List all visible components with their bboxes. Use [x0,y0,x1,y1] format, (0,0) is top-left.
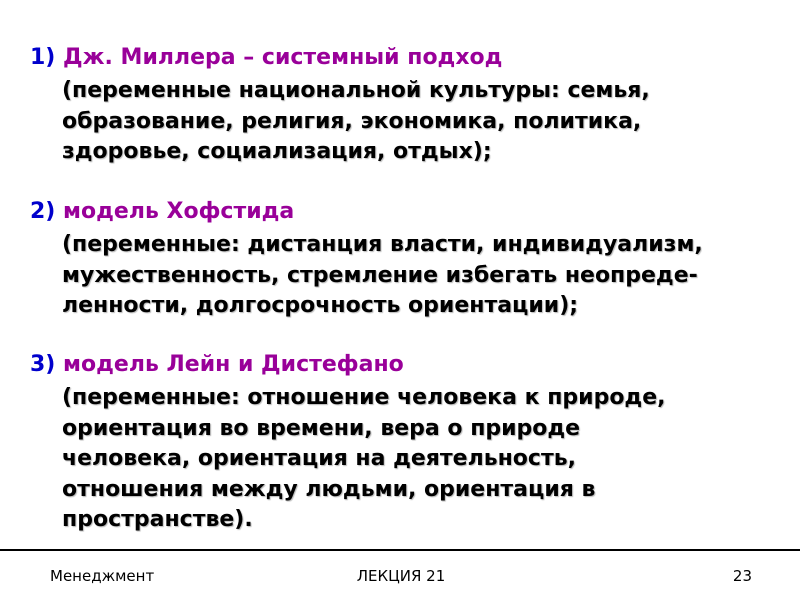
list-item-2 [30,198,790,322]
item-title: модель Хофстида [63,199,295,224]
item-description-line: ориентация во времени, вера о природе [62,415,581,441]
item-description-line: здоровье, социализация, отдых); [62,139,492,164]
item-number: 1) [30,45,56,70]
item-heading [30,351,790,379]
item-title: Дж. Миллера – системный подход [63,45,503,70]
item-description [62,383,790,536]
item-description [62,76,790,168]
item-number: 3) [30,352,56,377]
item-description-line: отношения между людьми, ориентация в [62,476,596,502]
footer-divider [0,549,800,551]
footer-course-name: Менеджмент [50,567,155,585]
item-description-line: (переменные: отношение человека к природе, [62,385,666,410]
item-description-line: образование, религия, экономика, политика, [62,108,642,134]
item-number: 2) [30,199,56,224]
footer-page-number: 23 [732,567,752,585]
item-title: модель Лейн и Дистефано [63,352,404,377]
list-item-3 [30,351,790,536]
item-description-line: пространстве). [62,507,253,532]
item-description-line: ленности, долгосрочность ориентации); [62,293,579,318]
list-item-1 [30,44,790,168]
item-description-line: (переменные: дистанция власти, индивидуализм, [62,232,703,257]
item-heading [30,44,790,72]
item-description-line: человека, ориентация на деятельность, [62,446,576,471]
item-description-line: мужественность, стремление избегать неопреде- [62,262,698,288]
item-heading [30,198,790,226]
item-description-line: (переменные национальной культуры: семья, [62,78,650,103]
footer-lecture-label: ЛЕКЦИЯ 21 [356,567,446,585]
item-description [62,230,790,322]
